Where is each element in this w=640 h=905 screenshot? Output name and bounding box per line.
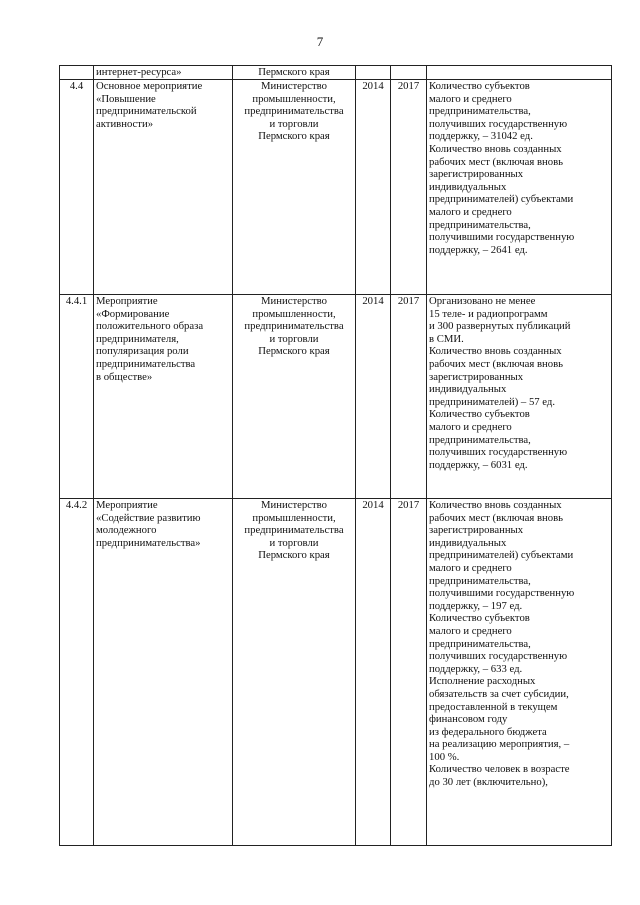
result-line: предпринимательства, bbox=[429, 574, 531, 587]
cell-num bbox=[60, 295, 94, 499]
result-line: предпринимательства, bbox=[429, 105, 531, 118]
result-line: из федерального бюджета bbox=[429, 725, 547, 738]
result-line: и 300 развернутых публикаций bbox=[429, 320, 571, 333]
name-line: предпринимательской bbox=[96, 105, 197, 118]
result-line: поддержку, – 31042 ед. bbox=[429, 130, 533, 143]
result-line: поддержку, – 197 ед. bbox=[429, 599, 523, 612]
cell-start-year bbox=[356, 80, 391, 295]
cell-end-year bbox=[391, 295, 427, 499]
executor-line: предпринимательства bbox=[244, 105, 344, 118]
name-line: предпринимательства» bbox=[96, 536, 201, 549]
cell-start-year bbox=[356, 295, 391, 499]
cell-executor bbox=[233, 499, 356, 846]
name-line: в обществе» bbox=[96, 370, 153, 383]
item-number: 4.4.2 bbox=[65, 499, 88, 511]
table-row bbox=[60, 295, 612, 499]
result-line: предпринимателей) – 57 ед. bbox=[429, 395, 556, 408]
result-line: малого и среднего bbox=[429, 205, 512, 218]
result-line: рабочих мест (включая вновь bbox=[429, 511, 564, 524]
result-line: предпринимательства, bbox=[429, 637, 531, 650]
result-line: малого и среднего bbox=[429, 561, 512, 574]
result-line: предпринимателей) субъектами bbox=[429, 549, 574, 562]
end-year: 2017 bbox=[397, 295, 420, 307]
name-line: молодежного bbox=[96, 524, 157, 537]
cell-executor bbox=[233, 66, 356, 80]
result-line: рабочих мест (включая вновь bbox=[429, 357, 564, 370]
end-year: 2017 bbox=[397, 80, 420, 92]
cell-executor bbox=[233, 295, 356, 499]
cell-executor bbox=[233, 80, 356, 295]
result-line: малого и среднего bbox=[429, 92, 512, 105]
result-line: на реализацию мероприятия, – bbox=[429, 738, 570, 751]
executor-line: промышленности, bbox=[252, 511, 336, 524]
result-line: индивидуальных bbox=[429, 536, 507, 549]
cell-result bbox=[427, 295, 612, 499]
executor-line: Министерство bbox=[261, 499, 327, 511]
result-line: Количество вновь созданных bbox=[429, 345, 562, 358]
cell-num bbox=[60, 66, 94, 80]
cell-name bbox=[94, 66, 233, 80]
start-year: 2014 bbox=[362, 499, 384, 511]
cell-result bbox=[427, 66, 612, 80]
result-line: получивших государственную bbox=[429, 650, 568, 663]
result-line: рабочих мест (включая вновь bbox=[429, 155, 564, 168]
name-line: популяризация роли bbox=[96, 345, 189, 358]
result-line: Количество субъектов bbox=[429, 80, 530, 92]
name-line: активности» bbox=[96, 117, 154, 130]
cell-num bbox=[60, 499, 94, 846]
cell-end-year bbox=[391, 80, 427, 295]
cell-end-year bbox=[391, 499, 427, 846]
executor-line: Министерство bbox=[261, 295, 327, 307]
result-line: индивидуальных bbox=[429, 180, 507, 193]
page-number: 7 bbox=[316, 34, 324, 49]
result-line: предпринимателей) субъектами bbox=[429, 193, 574, 206]
result-line: до 30 лет (включительно), bbox=[429, 776, 548, 789]
cell-num bbox=[60, 80, 94, 295]
executor-line: промышленности, bbox=[252, 307, 336, 320]
cell-name bbox=[94, 499, 233, 846]
cell-end-year bbox=[391, 66, 427, 80]
name-line: предпринимателя, bbox=[96, 332, 179, 345]
result-line: 15 теле- и радиопрограмм bbox=[429, 307, 548, 320]
item-number: 4.4 bbox=[69, 80, 84, 92]
cell-start-year bbox=[356, 66, 391, 80]
name-line: Мероприятие bbox=[96, 499, 158, 511]
result-line: получившими государственную bbox=[429, 587, 575, 600]
result-line: получившими государственную bbox=[429, 231, 575, 244]
program-table bbox=[59, 65, 612, 846]
end-year: 2017 bbox=[397, 499, 420, 511]
result-line: Организовано не менее bbox=[429, 295, 536, 307]
result-line: Исполнение расходных bbox=[429, 675, 536, 688]
executor-line: предпринимательства bbox=[244, 524, 344, 537]
result-line: финансовом году bbox=[429, 713, 508, 726]
executor-line: Пермского края bbox=[258, 66, 330, 78]
result-line: зарегистрированных bbox=[429, 168, 524, 181]
result-line: зарегистрированных bbox=[429, 370, 524, 383]
name-line: Мероприятие bbox=[96, 295, 158, 307]
name-line: «Содействие развитию bbox=[96, 511, 201, 524]
result-line: малого и среднего bbox=[429, 624, 512, 637]
executor-line: и торговли bbox=[269, 117, 319, 130]
table-row bbox=[60, 80, 612, 295]
cell-name bbox=[94, 80, 233, 295]
table-row-continuation bbox=[60, 66, 612, 80]
executor-line: Пермского края bbox=[258, 130, 330, 143]
start-year: 2014 bbox=[362, 80, 384, 92]
executor-line: Пермского края bbox=[258, 345, 330, 358]
cell-result bbox=[427, 80, 612, 295]
executor-line: предпринимательства bbox=[244, 320, 344, 333]
executor-line: и торговли bbox=[269, 332, 319, 345]
result-line: предпринимательства, bbox=[429, 433, 531, 446]
table-row bbox=[60, 499, 612, 846]
result-line: обязательств за счет субсидии, bbox=[429, 687, 569, 700]
result-line: малого и среднего bbox=[429, 420, 512, 433]
result-line: поддержку, – 2641 ед. bbox=[429, 243, 528, 256]
result-line: поддержку, – 6031 ед. bbox=[429, 458, 528, 471]
name-line: положительного образа bbox=[96, 320, 204, 333]
result-line: предпринимательства, bbox=[429, 218, 531, 231]
start-year: 2014 bbox=[362, 295, 384, 307]
result-line: Количество вновь созданных bbox=[429, 499, 562, 511]
result-line: Количество субъектов bbox=[429, 408, 530, 421]
result-line: Количество человек в возрасте bbox=[429, 763, 570, 776]
name-line: интернет-ресурса» bbox=[96, 66, 182, 78]
executor-line: Министерство bbox=[261, 80, 327, 92]
result-line: индивидуальных bbox=[429, 383, 507, 396]
result-line: в СМИ. bbox=[429, 332, 464, 345]
result-line: зарегистрированных bbox=[429, 524, 524, 537]
cell-start-year bbox=[356, 499, 391, 846]
executor-line: и торговли bbox=[269, 536, 319, 549]
cell-name bbox=[94, 295, 233, 499]
result-line: получивших государственную bbox=[429, 117, 568, 130]
name-line: Основное мероприятие bbox=[96, 80, 203, 92]
name-line: «Формирование bbox=[96, 307, 170, 320]
name-line: предпринимательства bbox=[96, 357, 196, 370]
executor-line: Пермского края bbox=[258, 549, 330, 562]
result-line: Количество субъектов bbox=[429, 612, 530, 625]
result-line: получивших государственную bbox=[429, 446, 568, 459]
result-line: Количество вновь созданных bbox=[429, 142, 562, 155]
result-line: предоставленной в текущем bbox=[429, 700, 558, 713]
executor-line: промышленности, bbox=[252, 92, 336, 105]
result-line: поддержку, – 633 ед. bbox=[429, 662, 523, 675]
result-line: 100 %. bbox=[429, 750, 460, 763]
item-number: 4.4.1 bbox=[65, 295, 88, 307]
cell-result bbox=[427, 499, 612, 846]
name-line: «Повышение bbox=[96, 92, 156, 105]
